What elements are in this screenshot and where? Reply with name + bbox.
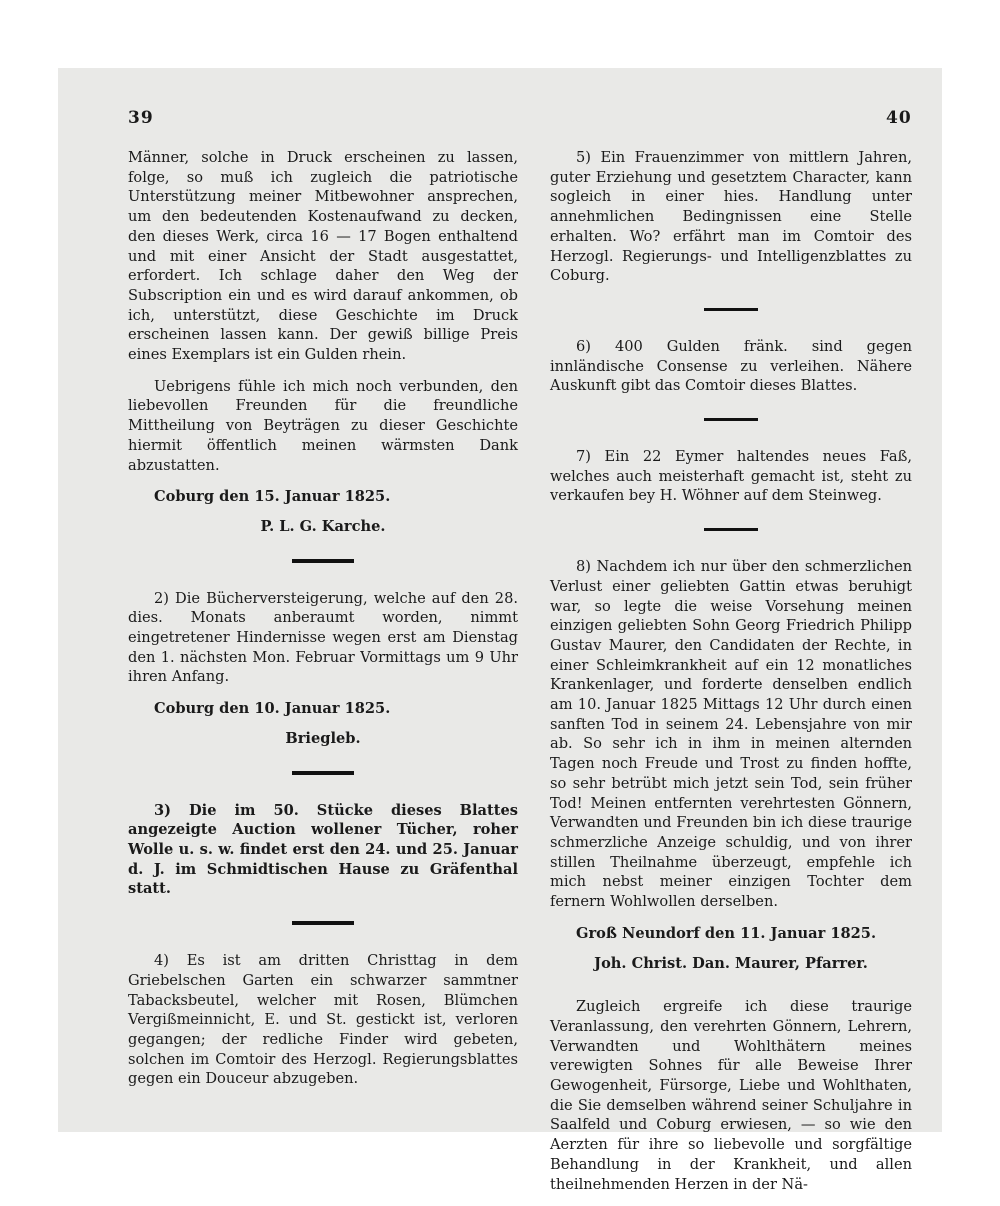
dateline: Groß Neundorf den 11. Januar 1825. [576, 924, 877, 942]
notice-3: 3) Die im 50. Stücke dieses Blattes angezeigte Auction wollener Tücher, roher Wolle u. s. w. findet erst den 24. und 25. Januar d. J. im Schmidtischen Hause zu Gräfenthal statt. [128, 801, 518, 898]
page-number-left: 39 [128, 108, 154, 128]
continued-paragraph: Männer, solche in Druck erscheinen zu lassen, folge, so muß ich zugleich die patriotische Unterstützung meiner Mitbewohner ansprechen, um den bedeutenden Kostenaufwand zu decken, den dieses Werk, circa 16 — 17 Bogen enthaltend und mit einer Ansicht der Stadt ausgestattet, erfordert. Ich schlage daher den Weg der Subscription ein und es wird darauf ankommen, ob ich, unterstützt, diese Geschichte im Druck erscheinen lassen kann. Der gewiß billige Preis eines Exemplars ist ein Gulden rhein. [128, 149, 518, 364]
notice-8-continuation: Zugleich ergreife ich diese traurige Veranlassung, den verehrten Gönnern, Lehrern, Verwandten und Wohlthätern meines verewigten Sohnes für alle Beweise Ihrer Gewogenheit, Fürsorge, Liebe und Wohlthaten, die Sie demselben während seiner Schuljahre in Saalfeld und Coburg erwiesen, — so wie den Aerzten für ihre so liebevolle und sorgfältige Behandlung in der Krankheit, und allen theilnehmenden Herzen in der Nä- [550, 998, 912, 1193]
notice-6: 6) 400 Gulden fränk. sind gegen innländische Consense zu verleihen. Nähere Auskunft gibt das Comtoir dieses Blattes. [550, 337, 912, 395]
signature: Briegleb. [285, 729, 361, 747]
notice-7: 7) Ein 22 Eymer haltendes neues Faß, welches auch meisterhaft gemacht ist, steht zu verkaufen bey H. Wöhner auf dem Steinweg. [550, 448, 912, 505]
left-column [128, 148, 518, 1101]
dateline: Coburg den 10. Januar 1825. [154, 700, 391, 718]
thanks-paragraph: Uebrigens fühle ich mich noch verbunden, den liebevollen Freunden für die freundliche Mittheilung von Beyträgen zu dieser Geschichte hiermit öffentlich meinen wärmsten Dank abzustatten. [128, 377, 518, 474]
section-divider [292, 771, 354, 775]
notice-8: 8) Nachdem ich nur über den schmerzlichen Verlust einer geliebten Gattin etwas beruhigt war, so legte die weise Vorsehung meinen einzigen geliebten Sohn Georg Friedrich Philipp Gustav Maurer, den Candidaten der Rechte, in einer Schleimkrankheit auf ein 12 monatliches Krankenlager, und forderte denselben endlich am 10. Januar 1825 Mittags 12 Uhr durch einen sanften Tod in seinem 24. Lebensjahre von mir ab. So sehr ich in ihm in meinen alternden Tagen noch Freude und Trost zu finden hoffte, so sehr betrübt mich jetzt sein Tod, sein früher Tod! Meinen entfernten verehrtesten Gönnern, Verwandten und Freunden bin ich diese traurige schmerzliche Anzeige schuldig, und von ihrer stillen Theilnahme überzeugt, empfehle ich mich nebst meiner einzigen Tochter dem fernern Wohlwollen derselben. [550, 558, 912, 911]
section-divider [292, 559, 354, 563]
right-column [550, 148, 912, 1206]
dateline: Coburg den 15. Januar 1825. [154, 488, 391, 506]
signature: Joh. Christ. Dan. Maurer, Pfarrer. [594, 954, 868, 972]
section-divider [704, 418, 758, 421]
notice-4: 4) Es ist am dritten Christtag in dem Griebelschen Garten ein schwarzer sammtner Tabacksbeutel, welcher mit Rosen, Blümchen Vergißmeinnicht, E. und St. gestickt ist, verloren gegangen; der redliche Finder wird gebeten, solchen im Comtoir des Herzogl. Regierungsblattes gegen ein Douceur abzugeben. [128, 952, 518, 1088]
section-divider [292, 921, 354, 925]
spacer [550, 983, 912, 997]
notice-2: 2) Die Bücherversteigerung, welche auf den 28. dies. Monats anberaumt worden, nimmt eingetretener Hindernisse wegen erst am Dienstag den 1. nächsten Mon. Februar Vormittags um 9 Uhr ihren Anfang. [128, 589, 518, 686]
notice-5: 5) Ein Frauenzimmer von mittlern Jahren, guter Erziehung und gesetztem Character, kann sogleich in einer hies. Handlung unter annehmlichen Bedingnissen eine Stelle erhalten. Wo? erfährt man im Comtoir des Herzogl. Regierungs- und Intelligenzblattes zu Coburg. [550, 149, 912, 285]
section-divider [704, 308, 758, 311]
signature: P. L. G. Karche. [260, 517, 386, 535]
section-divider [704, 528, 758, 531]
page-number-right: 40 [886, 108, 912, 128]
